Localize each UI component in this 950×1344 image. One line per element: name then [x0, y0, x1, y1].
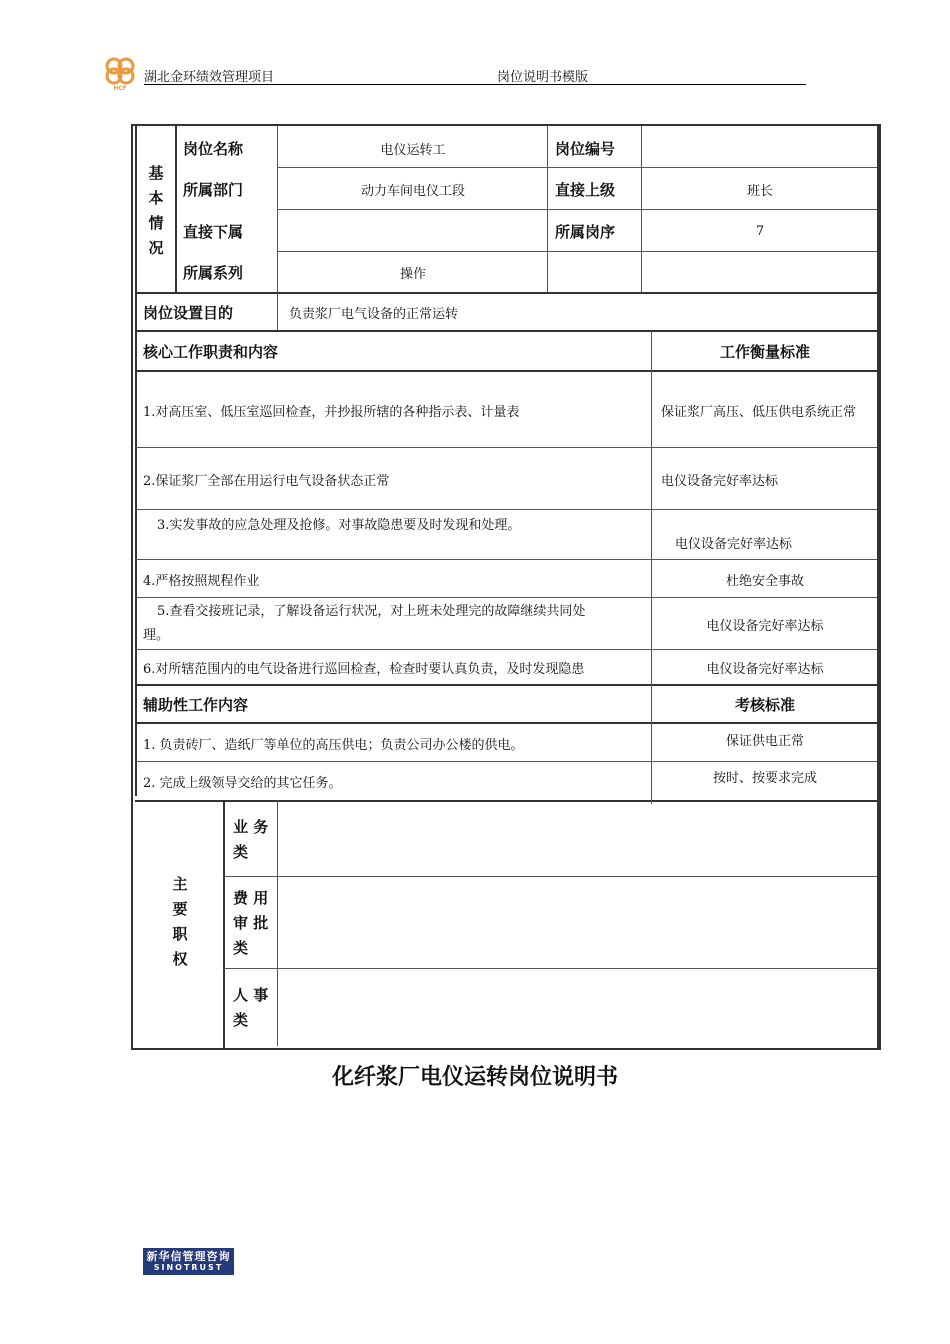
divider	[135, 447, 877, 448]
authority-personnel-value	[279, 970, 877, 1046]
basic-info-label: 基 本 情 况	[148, 164, 164, 257]
core-duties-header: 核心工作职责和内容	[143, 342, 279, 361]
post-code-label: 岗位编号	[555, 139, 616, 158]
logo-line-1: 新华信管理咨询	[146, 1250, 231, 1263]
divider	[135, 800, 877, 802]
core-standard-6: 电仪设备完好率达标	[706, 661, 824, 677]
aux-standard-header: 考核标准	[734, 695, 795, 714]
dept-label: 所属部门	[183, 180, 244, 199]
divider	[135, 126, 137, 796]
core-duty-1: 1.对高压室、低压室巡回检查，并抄报所辖的各种指示表、计量表	[143, 404, 520, 420]
authority-business-label: 业 务 类	[233, 818, 269, 861]
authority-label: 主 要 职 权	[172, 875, 188, 968]
purpose-value: 负责浆厂电气设备的正常运转	[289, 306, 459, 322]
aux-duty-2: 2. 完成上级领导交给的其它任务。	[143, 775, 342, 791]
core-duty-5: 5.查看交接班记录，了解设备运行状况，对上班未处理完的故障继续共同处 理。	[143, 604, 586, 643]
core-standard-4: 杜绝安全事故	[725, 573, 804, 589]
subordinate-value	[279, 210, 547, 252]
core-standard-header: 工作衡量标准	[719, 342, 810, 361]
sinotrust-logo	[143, 1248, 234, 1275]
post-name-label: 岗位名称	[183, 139, 244, 158]
divider	[135, 649, 877, 650]
purpose-label: 岗位设置目的	[143, 303, 234, 322]
divider	[223, 968, 877, 969]
post-code-value	[643, 128, 877, 168]
divider	[277, 800, 278, 1046]
core-duty-6: 6.对所辖范围内的电气设备进行巡回检查，检查时要认真负责，及时发现隐患	[143, 661, 585, 677]
authority-expense-label: 费 用 审 批 类	[233, 888, 269, 957]
sequence-value: 7	[755, 223, 765, 239]
superior-value: 班长	[746, 183, 773, 199]
aux-standard-2: 按时、按要求完成	[712, 770, 817, 786]
divider	[135, 761, 877, 762]
divider	[135, 597, 877, 598]
divider	[277, 251, 877, 252]
divider	[135, 370, 877, 372]
authority-business-value	[279, 804, 877, 876]
aux-duty-1: 1. 负责砖厂、造纸厂等单位的高压供电；负责公司办公楼的供电。	[143, 737, 524, 753]
core-standard-1: 保证浆厂高压、低压供电系统正常	[661, 404, 857, 420]
core-duty-3: 3.实发事故的应急处理及抢修。对事故隐患要及时发现和处理。	[157, 518, 521, 533]
superior-label: 直接上级	[555, 180, 616, 199]
hcf-logo	[100, 55, 140, 91]
document-title: 化纤浆厂电仪运转岗位说明书	[331, 1065, 618, 1090]
divider	[135, 330, 877, 332]
sequence-label: 所属岗序	[555, 222, 616, 241]
logo-text: HCF	[113, 85, 127, 91]
aux-standard-1: 保证供电正常	[725, 733, 804, 749]
dept-value: 动力车间电仪工段	[360, 183, 465, 199]
divider	[135, 722, 877, 724]
core-standard-2: 电仪设备完好率达标	[661, 473, 779, 489]
header-rule	[144, 84, 806, 85]
divider	[223, 876, 877, 877]
aux-duties-header: 辅助性工作内容	[143, 695, 249, 714]
divider	[877, 126, 879, 1048]
divider	[135, 559, 877, 560]
doc-type: 岗位说明书模版	[497, 70, 589, 85]
project-name: 湖北金环绩效管理项目	[144, 70, 275, 85]
subordinate-label: 直接下属	[183, 222, 244, 241]
divider	[277, 167, 877, 168]
series-label: 所属系列	[183, 263, 244, 282]
divider	[223, 800, 225, 1048]
divider	[135, 509, 877, 510]
authority-expense-value	[279, 878, 877, 968]
divider	[135, 292, 877, 294]
job-description-form	[131, 124, 881, 1050]
divider	[175, 126, 177, 292]
post-name-value: 电仪运转工	[380, 142, 446, 158]
logo-line-2: SINOTRUST	[153, 1263, 224, 1272]
core-duty-4: 4.严格按照规程作业	[143, 573, 260, 589]
authority-personnel-label: 人 事 类	[233, 986, 269, 1029]
divider	[277, 209, 877, 210]
divider	[651, 330, 652, 804]
core-standard-3: 电仪设备完好率达标	[675, 536, 793, 552]
core-duty-2: 2.保证浆厂全部在用运行电气设备状态正常	[143, 473, 390, 489]
divider	[277, 126, 278, 330]
divider	[135, 684, 877, 686]
core-standard-5: 电仪设备完好率达标	[706, 618, 824, 634]
series-value: 操作	[399, 266, 426, 282]
